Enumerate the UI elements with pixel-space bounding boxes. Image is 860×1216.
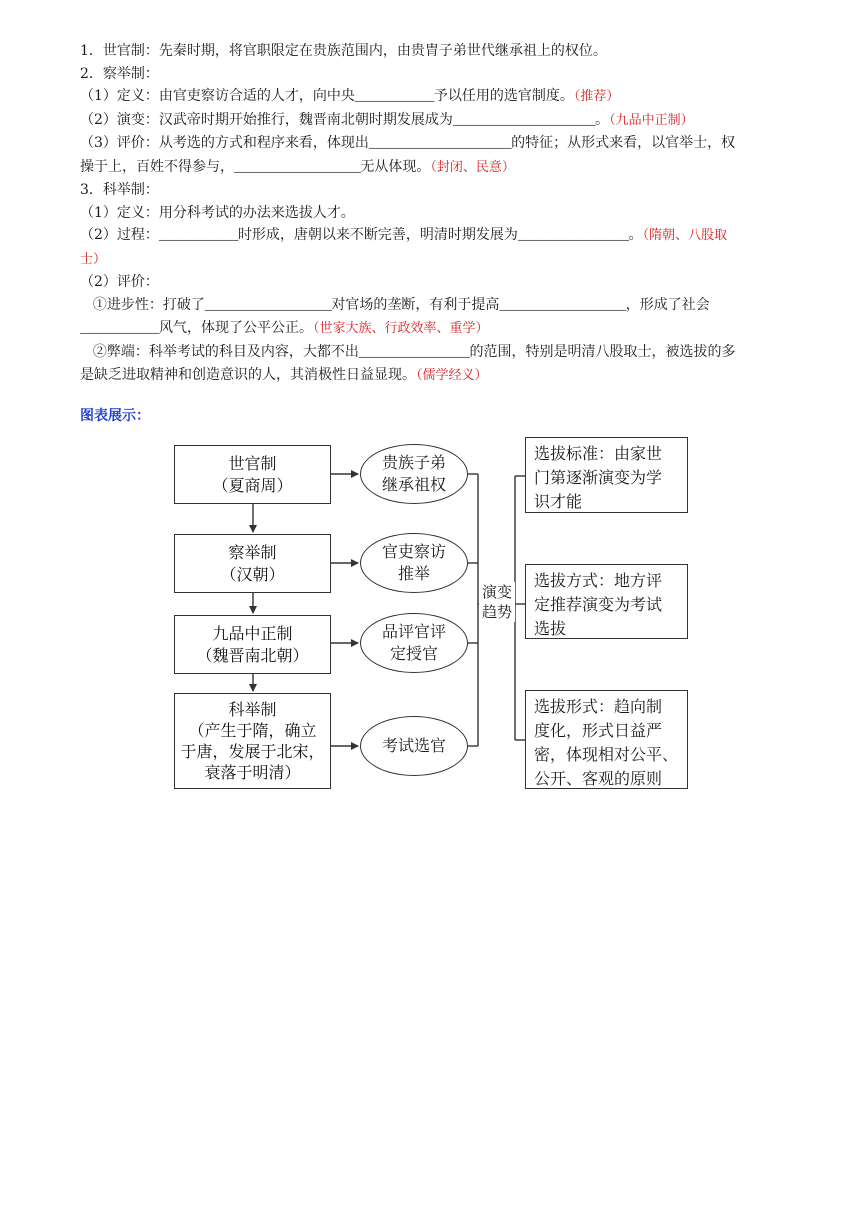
fill-blank: __________	[354, 89, 434, 105]
box-line: 密，体现相对公平、	[534, 745, 679, 764]
fill-blank: ________________	[204, 297, 332, 314]
text-segment: 。	[595, 111, 610, 128]
box-selection-standard	[525, 437, 688, 513]
trend-line: 演变	[481, 583, 512, 601]
note-item-2-definition	[80, 85, 780, 109]
note-item-2-title: 2．察举制：	[80, 65, 159, 82]
note-item-3-process	[80, 224, 780, 248]
oval-recommendation	[360, 533, 468, 593]
box-subtitle: （夏商周）	[212, 475, 293, 495]
box-subtitle: （魏晋南北朝）	[196, 645, 309, 665]
box-chaju-system	[174, 534, 331, 593]
box-subtitle: 于唐，发展于北宋，	[180, 742, 325, 761]
note-item-3-advantage-line2	[80, 317, 780, 341]
trend-line: 趋势	[481, 603, 512, 621]
note-item-3-definition: （1）定义：用分科考试的办法来选拔人才。	[80, 204, 355, 221]
oval-line: 官吏察访	[381, 542, 446, 561]
fill-blank: ______________	[358, 344, 470, 361]
box-title: 九品中正制	[212, 623, 293, 643]
text-segment: 无从体现。	[360, 158, 431, 175]
fill-blank: __________	[80, 321, 160, 337]
oval-line: 继承祖权	[381, 475, 446, 494]
answer-text: （九品中正制）	[609, 112, 694, 128]
fill-blank: ________________	[234, 159, 361, 176]
box-subtitle: （汉朝）	[220, 564, 285, 584]
box-title: 世官制	[228, 453, 277, 473]
note-item-2-evaluation-line2	[80, 156, 780, 180]
text-segment: 。	[628, 227, 643, 243]
section-title: 图表展示：	[80, 408, 150, 424]
box-selection-form	[525, 690, 688, 789]
box-line: 选拔	[534, 619, 567, 638]
text-segment: （2）演变：汉武帝时期开始推行，魏晋南北朝时期发展成为	[80, 111, 453, 128]
answer-text: 士）	[80, 251, 107, 267]
box-shiguan-system	[174, 445, 331, 504]
box-keju-system	[174, 693, 331, 789]
oval-line: 推举	[397, 564, 430, 583]
text-segment: ①进步性：打破了	[92, 296, 205, 313]
oval-line: 考试选官	[381, 736, 446, 755]
text-segment: 操于上，百姓不得参与，	[80, 158, 234, 175]
oval-examination	[360, 716, 468, 776]
box-subtitle: （产生于隋，确立	[188, 721, 317, 740]
text-segment: 是缺乏进取精神和创造意识的人，其消极性日益显现。	[80, 367, 416, 383]
text-segment: ，形成了社会	[625, 296, 710, 313]
box-subtitle: 衰落于明清）	[204, 763, 301, 782]
notes-block	[80, 40, 780, 388]
box-line: 公开、客观的原则	[534, 769, 663, 788]
box-title: 科举制	[228, 700, 277, 719]
trend-label	[479, 582, 515, 622]
note-item-2-evaluation-line1	[80, 132, 780, 156]
oval-line: 定授官	[389, 644, 438, 663]
box-line: 识才能	[534, 492, 583, 511]
answer-text: （封闭、民意）	[430, 159, 515, 175]
oval-evaluation	[360, 613, 468, 673]
box-title: 察举制	[228, 542, 277, 562]
fill-blank: ________________	[499, 297, 626, 314]
text-segment: （3）评价：从考选的方式和程序来看，体现出	[80, 135, 369, 151]
box-line: 度化，形式日益严	[534, 721, 663, 740]
text-segment: （1）定义：由官吏察访合适的人才，向中央	[80, 88, 355, 104]
note-item-2-evolution	[80, 109, 780, 133]
note-item-3-disadvantage-line2	[80, 364, 780, 388]
fill-blank: __________________	[452, 112, 596, 129]
text-segment: 风气，体现了公平公正。	[159, 320, 314, 336]
answer-text: （推荐）	[573, 89, 620, 104]
answer-text: （隋朝、八股取	[642, 228, 728, 243]
note-item-3-advantage-line1	[80, 294, 780, 318]
box-line: 定推荐演变为考试	[534, 595, 663, 614]
note-item-3-process-cont	[80, 248, 780, 272]
oval-line: 品评官评	[381, 622, 446, 641]
fill-blank: __________________	[368, 136, 512, 152]
fill-blank: ______________	[517, 228, 629, 244]
text-segment: 时形成，唐朝以来不断完善，明清时期发展为	[237, 227, 518, 243]
answer-text: （儒学经义）	[416, 368, 488, 383]
note-item-1: 1．世官制：先秦时期，将官职限定在贵族范围内，由贵胄子弟世代继承祖上的权位。	[80, 43, 607, 59]
note-item-3-title: 3．科举制：	[80, 182, 159, 198]
box-selection-method	[525, 564, 688, 639]
box-jiupin-system	[174, 615, 331, 674]
note-item-3-evaluation-title: （2）评价：	[80, 274, 159, 290]
box-line: 选拔形式：趋向制	[534, 697, 663, 716]
text-segment: 予以任用的选官制度。	[433, 88, 574, 104]
note-item-3-disadvantage-line1	[80, 341, 780, 365]
text-segment: ②弊端：科举考试的科目及内容，大都不出	[92, 343, 359, 360]
answer-text: （世家大族、行政效率、重学）	[313, 321, 489, 336]
fill-blank: __________	[158, 228, 238, 244]
text-segment: （2）过程：	[80, 227, 159, 243]
oval-hereditary	[360, 444, 468, 504]
oval-line: 贵族子弟	[381, 453, 446, 472]
box-line: 选拔方式：地方评	[534, 571, 663, 590]
box-line: 选拔标准：由家世	[534, 444, 663, 463]
text-segment: 的特征；从形式来看，以官举士，权	[511, 135, 736, 151]
box-line: 门第逐渐演变为学	[534, 468, 663, 487]
text-segment: 的范围，特别是明清八股取士，被选拔的多	[469, 343, 736, 360]
text-segment: 对官场的垄断，有利于提高	[331, 296, 500, 313]
